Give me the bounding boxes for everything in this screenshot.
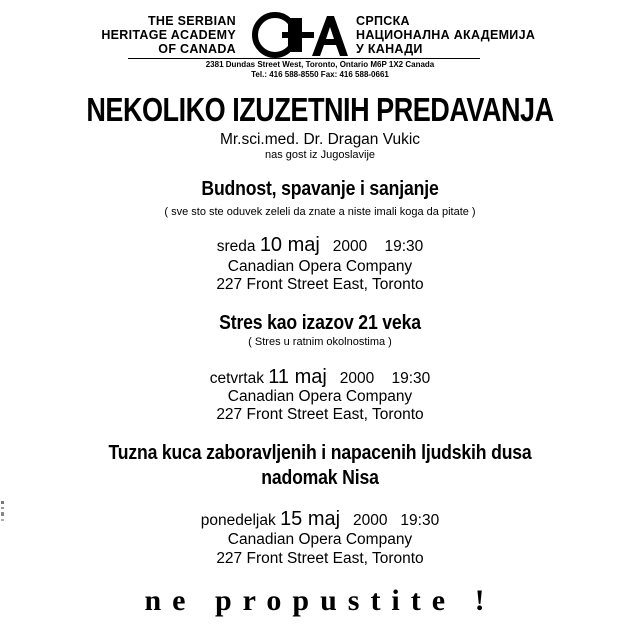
header-divider bbox=[128, 58, 480, 59]
academy-logo bbox=[252, 12, 348, 58]
org-name-en-line-2: HERITAGE ACADEMY bbox=[101, 28, 236, 42]
lecture-1-venue: Canadian Opera Company bbox=[227, 258, 413, 275]
lecture-3-time: 19:30 bbox=[400, 512, 440, 529]
lecture-1-date: 10 maj bbox=[259, 234, 320, 256]
lecture-2-date: 11 maj bbox=[268, 366, 327, 388]
org-name-en-line-3: OF CANADA bbox=[158, 42, 236, 56]
lecture-1-time: 19:30 bbox=[384, 238, 424, 255]
org-address: 2381 Dundas Street West, Toronto, Ontario M6P 1X2 Canada bbox=[205, 60, 435, 69]
org-phone-fax: Tel.: 416 588-8550 Fax: 416 588-0661 bbox=[251, 70, 389, 79]
lecture-1-datetime bbox=[0, 235, 640, 257]
org-name-sr-line-3: У КАНАДИ bbox=[356, 42, 423, 56]
lecture-2-datetime bbox=[0, 367, 640, 389]
org-name-english bbox=[60, 14, 236, 56]
lecture-2-title: Stres kao izazov 21 veka bbox=[219, 311, 421, 334]
org-name-en-line-1: THE SERBIAN bbox=[147, 14, 236, 28]
lecture-3-title-line-2: nadomak Nisa bbox=[261, 466, 379, 489]
lecture-3-venue: Canadian Opera Company bbox=[227, 531, 413, 548]
page-title: NEKOLIKO IZUZETNIH PREDAVANJA bbox=[86, 91, 554, 128]
lecture-1-year: 2000 bbox=[332, 238, 368, 255]
lecture-1-subtitle: ( sve sto ste oduvek zeleli da znate a niste imali koga da pitate ) bbox=[164, 206, 476, 218]
org-name-sr-line-2: НАЦИОНАЛНА АКАДЕМИЈА bbox=[356, 28, 536, 42]
lecture-1-title: Budnost, spavanje i sanjanje bbox=[201, 177, 439, 200]
org-name-sr-line-1: СРПСКА bbox=[356, 14, 410, 28]
lecture-2-year: 2000 bbox=[339, 370, 375, 387]
lecture-2-address: 227 Front Street East, Toronto bbox=[216, 406, 424, 423]
lecture-2-time: 19:30 bbox=[391, 370, 431, 387]
lecture-3-day: ponedeljak bbox=[200, 512, 276, 529]
lecture-1-day: sreda bbox=[216, 238, 256, 255]
speaker-name: Mr.sci.med. Dr. Dragan Vukic bbox=[219, 131, 421, 148]
org-name-serbian bbox=[356, 14, 626, 56]
lecture-2-venue: Canadian Opera Company bbox=[227, 388, 413, 405]
lecture-2-day: cetvrtak bbox=[209, 370, 264, 387]
lecture-3-date: 15 maj bbox=[280, 508, 341, 530]
lecture-3-title-line-1: Tuzna kuca zaboravljenih i napacenih ljudskih dusa bbox=[108, 441, 532, 464]
closing-call-to-action: ne propustite ! bbox=[144, 584, 496, 617]
lecture-3-datetime bbox=[0, 509, 640, 531]
lecture-3-address: 227 Front Street East, Toronto bbox=[216, 550, 424, 567]
lecture-2-subtitle: ( Stres u ratnim okolnostima ) bbox=[248, 336, 392, 348]
lecture-3-year: 2000 bbox=[353, 512, 388, 529]
margin-print-mark bbox=[0, 499, 6, 523]
speaker-note: nas gost iz Jugoslavije bbox=[264, 149, 376, 161]
lecture-1-address: 227 Front Street East, Toronto bbox=[216, 276, 424, 293]
